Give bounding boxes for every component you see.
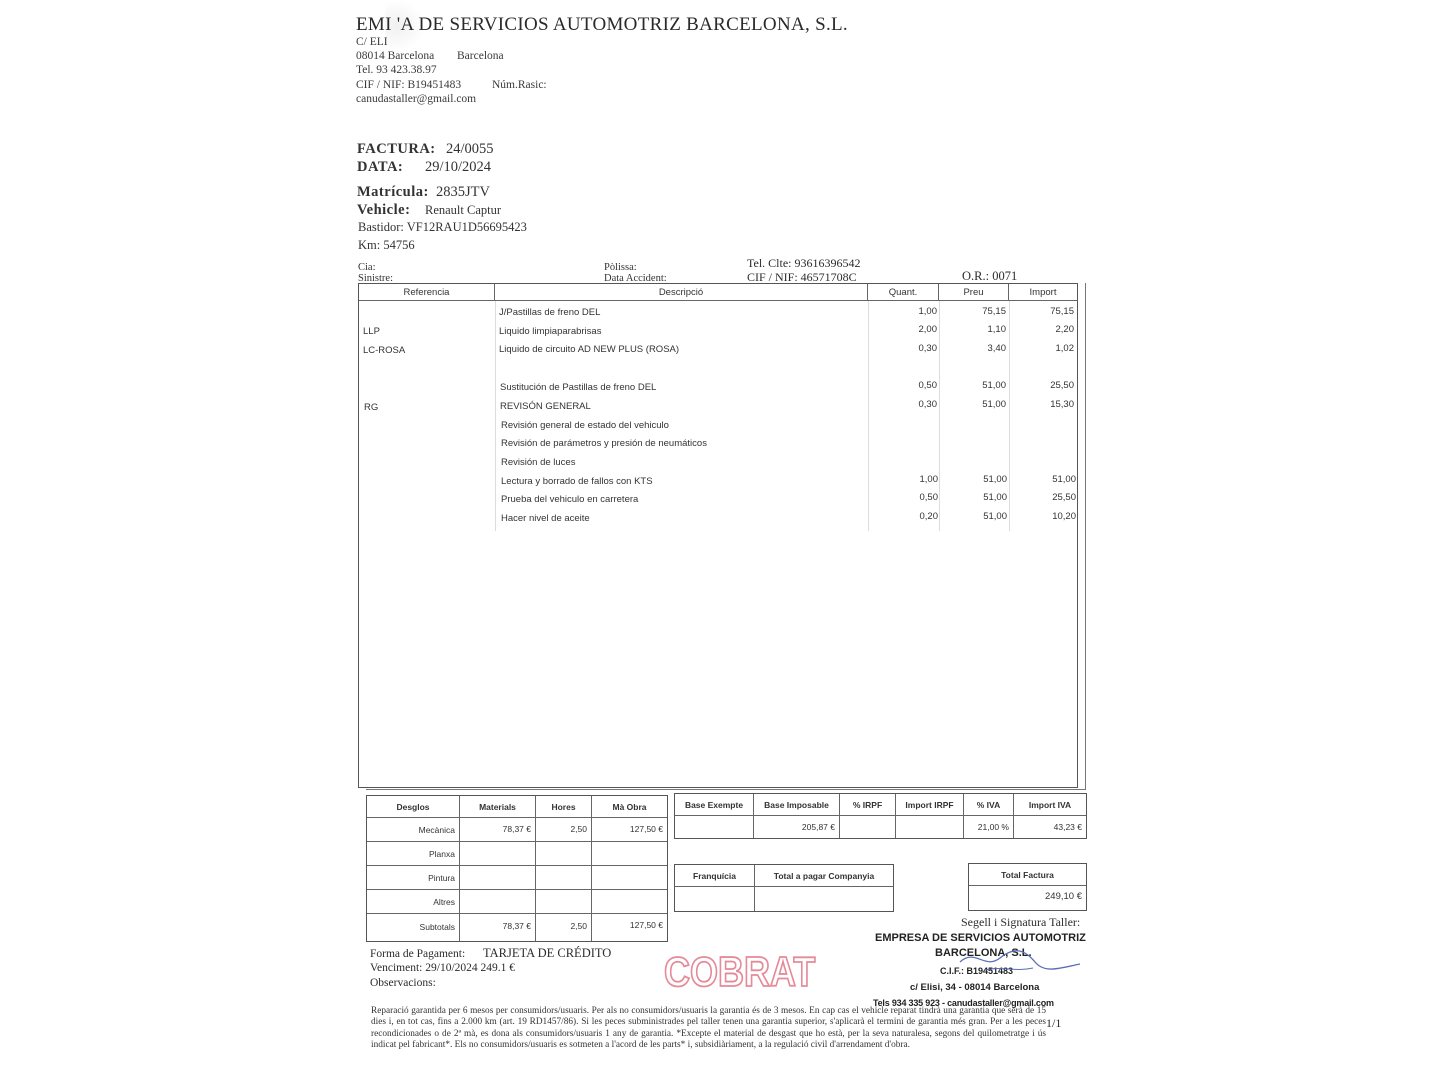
item-price: 51,00: [983, 492, 1007, 503]
item-price: 75,15: [982, 306, 1006, 317]
franchise-header-franquicia: Franquícia: [675, 865, 755, 887]
breakdown-hours: 2,50: [536, 818, 592, 842]
item-description: Hacer nivel de aceite: [501, 513, 590, 524]
col-header-descripcio: Descripció: [495, 284, 868, 301]
tax-base-exempte: [675, 816, 754, 838]
company-name: EMI 'A DE SERVICIOS AUTOMOTRIZ BARCELONA, S.L.: [356, 14, 848, 35]
stamp-contact: Tels 934 335 923 - canudastaller@gmail.com: [873, 998, 1054, 1008]
tax-header-import-irpf: Import IRPF: [896, 794, 964, 816]
payment-method-label: Forma de Pagament:: [370, 948, 466, 960]
breakdown-materials: [460, 842, 536, 866]
factura-label: FACTURA:: [357, 141, 436, 157]
stamp-signature-label: Segell i Signatura Taller:: [961, 915, 1081, 929]
tax-irpf-pct: [840, 816, 896, 838]
cobrat-stamp: COBRAT: [664, 948, 816, 996]
item-quantity: 0,30: [918, 399, 937, 410]
company-address: C/ ELI: [356, 36, 388, 48]
breakdown-labour: [592, 842, 667, 866]
item-amount: 10,20: [1052, 511, 1076, 522]
breakdown-labour: [592, 890, 667, 914]
item-description: Revisión de luces: [501, 457, 576, 468]
breakdown-header-materials: Materials: [460, 796, 536, 818]
breakdown-header-ma-obra: Mà Obra: [592, 796, 667, 818]
invoice-date: 29/10/2024: [425, 159, 492, 175]
client-cif: CIF / NIF: 46571708C: [747, 270, 857, 284]
franchise-total-companyia: [755, 887, 893, 911]
legal-footnote: Reparació garantida per 6 mesos per consumidors/usuaris. Per als no consumidors/usuaris la garantia és de 3 mesos. En cap cas el vehicle reparat tindrà una garantia que serà de 15 dies i, en tot cas, fins a 2.000 km (art. 19 RD1457/86). Si les peces subministrades pel taller tenen una garantia superior, s'aplicarà el termini de garantia més gran. Per a les peces recondicionades o de 2ª mà, es dona als consumidors/usuaris 1 any de garantia. *Excepte el material de desgast que ho està, per la seva naturalesa, segons del quilometratge i ús indicat pel fabricant*. Els no consumidors/usuaris es sotmeten a l'acord de les parts* i, subsidiàriament, a la regulació civil d'arrendament d'obra.: [371, 1006, 1046, 1051]
tax-import-irpf: [896, 816, 964, 838]
item-price: 1,10: [987, 324, 1006, 335]
item-quantity: 0,50: [919, 492, 938, 503]
matricula-value: 2835JTV: [436, 184, 490, 200]
company-postal-city: 08014 Barcelona: [356, 50, 435, 62]
item-description: Sustitución de Pastillas de freno DEL: [500, 382, 657, 393]
column-divider: [868, 301, 869, 531]
col-header-referencia: Referencia: [359, 284, 495, 301]
item-description: J/Pastillas de freno DEL: [499, 307, 601, 318]
breakdown-row-label: Subtotals: [367, 914, 460, 941]
item-quantity: 0,50: [918, 380, 937, 391]
item-amount: 51,00: [1052, 474, 1076, 485]
item-quantity: 2,00: [918, 324, 937, 335]
item-description: Prueba del vehiculo en carretera: [501, 494, 639, 505]
stamp-cif: C.I.F.: B19451483: [940, 966, 1014, 976]
item-quantity: 1,00: [918, 306, 937, 317]
breakdown-labour: 127,50 €: [592, 818, 667, 842]
company-city: Barcelona: [457, 50, 504, 62]
item-amount: 2,20: [1055, 324, 1074, 335]
item-amount: 15,30: [1050, 399, 1074, 410]
matricula-label: Matrícula:: [357, 184, 429, 200]
breakdown-header-desglos: Desglos: [367, 796, 460, 818]
breakdown-row-label: Mecànica: [367, 818, 460, 842]
breakdown-materials: [460, 890, 536, 914]
item-amount: 75,15: [1050, 306, 1074, 317]
tax-base-imposable: 205,87 €: [754, 816, 840, 838]
item-description: REVISÓN GENERAL: [500, 401, 591, 412]
franchise-value: [675, 887, 755, 911]
tax-header-base-exempte: Base Exempte: [675, 794, 754, 816]
polissa-label: Pòlissa:: [604, 262, 637, 273]
item-description: Liquido limpiaparabrisas: [499, 326, 602, 337]
breakdown-labour: 127,50 €: [629, 920, 663, 930]
item-description: Liquido de circuito AD NEW PLUS (ROSA): [499, 344, 680, 355]
stamp-company-line1: EMPRESA DE SERVICIOS AUTOMOTRIZ: [875, 932, 1086, 944]
breakdown-header-hores: Hores: [536, 796, 592, 818]
total-value: 249,10 €: [1045, 891, 1082, 902]
franchise-header-total-companyia: Total a pagar Companyia: [755, 865, 893, 887]
signature-scribble: [955, 940, 1085, 980]
tax-header-irpf-pct: % IRPF: [840, 794, 896, 816]
breakdown-hours: [536, 890, 592, 914]
sinistre-label: Sinistre:: [358, 273, 394, 284]
item-description: Revisión de parámetros y presión de neumáticos: [501, 438, 707, 449]
factura-number: 24/0055: [446, 141, 494, 157]
column-divider: [939, 301, 940, 531]
data-label: DATA:: [357, 159, 404, 175]
tax-header-iva-pct: % IVA: [964, 794, 1014, 816]
column-divider: [495, 301, 496, 531]
item-price: 51,00: [983, 474, 1007, 485]
company-cif: CIF / NIF: B19451483: [356, 79, 462, 91]
item-reference: LC-ROSA: [363, 345, 406, 356]
item-price: 51,00: [983, 511, 1007, 522]
tax-header-base-imposable: Base Imposable: [754, 794, 840, 816]
breakdown-materials: 78,37 €: [460, 818, 536, 842]
breakdown-row-label: Pintura: [367, 866, 460, 890]
bastidor: Bastidor: VF12RAU1D56695423: [358, 220, 527, 234]
company-num-rasic: Núm.Rasic:: [492, 79, 547, 91]
breakdown-row-label: Planxa: [367, 842, 460, 866]
item-quantity: 1,00: [919, 474, 938, 485]
company-phone: Tel. 93 423.38.97: [356, 64, 437, 76]
tax-iva-pct: 21,00 %: [964, 816, 1014, 838]
item-description: Lectura y borrado de fallos con KTS: [501, 476, 653, 487]
company-email: canudastaller@gmail.com: [356, 93, 477, 105]
column-divider: [1009, 301, 1010, 531]
payment-due: Venciment: 29/10/2024 249.1 €: [370, 962, 516, 974]
cia-label: Cia:: [358, 262, 376, 273]
page-number: 1/1: [1046, 1016, 1062, 1030]
item-amount: 25,50: [1050, 380, 1074, 391]
tax-import-iva: 43,23 €: [1053, 822, 1082, 832]
breakdown-row-label: Altres: [367, 890, 460, 914]
breakdown-materials: [460, 866, 536, 890]
item-price: 51,00: [982, 380, 1006, 391]
col-header-import: Import: [1009, 284, 1077, 301]
vehicle-value: Renault Captur: [425, 203, 502, 217]
breakdown-labour: [592, 866, 667, 890]
stamp-company-line2: BARCELONA, S.L.: [935, 947, 1032, 959]
payment-method-value: TARJETA DE CRÉDITO: [483, 946, 612, 960]
item-amount: 1,02: [1055, 343, 1074, 354]
breakdown-materials: 78,37 €: [460, 914, 536, 941]
client-phone: Tel. Clte: 93616396542: [747, 256, 861, 270]
breakdown-hours: [536, 842, 592, 866]
breakdown-hours: 2,50: [536, 914, 592, 941]
item-price: 3,40: [987, 343, 1006, 354]
total-label: Total Factura: [969, 864, 1086, 886]
item-description: Revisión general de estado del vehiculo: [501, 420, 669, 431]
item-amount: 25,50: [1052, 492, 1076, 503]
data-accident-label: Data Accident:: [604, 273, 667, 284]
stamp-address: c/ Elisi, 34 - 08014 Barcelona: [910, 982, 1040, 993]
col-header-preu: Preu: [939, 284, 1009, 301]
items-table: [358, 283, 1078, 788]
item-quantity: 0,30: [918, 343, 937, 354]
vehicle-label: Vehicle:: [357, 202, 411, 218]
item-reference: RG: [364, 402, 379, 413]
item-quantity: 0,20: [919, 511, 938, 522]
or-number: O.R.: 0071: [962, 269, 1018, 283]
col-header-quant: Quant.: [868, 284, 939, 301]
breakdown-hours: [536, 866, 592, 890]
tax-header-import-iva: Import IVA: [1014, 794, 1086, 816]
item-price: 51,00: [982, 399, 1006, 410]
km: Km: 54756: [358, 238, 415, 252]
item-reference: LLP: [363, 326, 380, 337]
observations-label: Observacions:: [370, 977, 436, 989]
